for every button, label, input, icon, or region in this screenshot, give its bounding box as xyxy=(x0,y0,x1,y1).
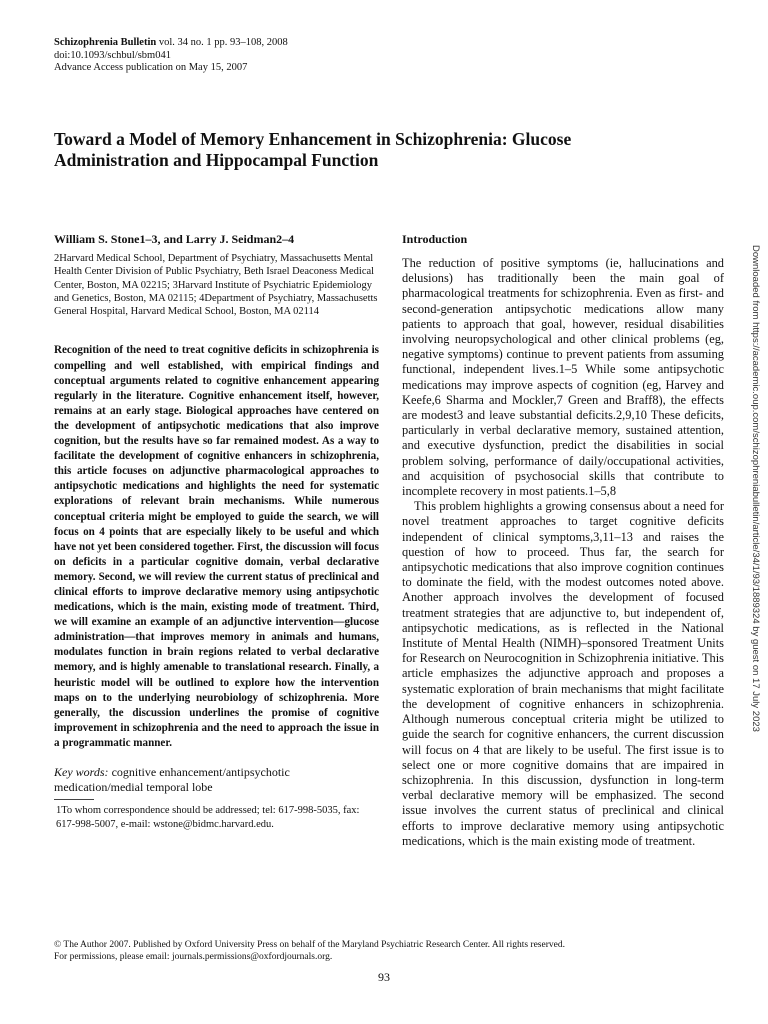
journal-header xyxy=(54,37,288,75)
keywords-text: cognitive enhancement/antipsychotic medication/medial temporal lobe xyxy=(54,765,290,795)
abstract: Recognition of the need to treat cognitive deficits in schizophrenia is compelling and well established, with empirical findings and conceptual arguments related to cognitive enhancement appearing regularly in the literature. Cognitive enhancement itself, however, remains at an early stage. Biological approaches have centered on the development of antipsychotic medications that also improve cognition, but the results have so far remained modest. As a way to facilitate the development of cognitive enhancers in schizophrenia, this article focuses on adjunctive pharmacological approaches to antipsychotic medications and highlights the need for systematic explorations of relevant brain mechanisms. While numerous conceptual criteria might be employed to guide the search, we will focus on 4 points that are especially likely to be useful and which have not yet been considered together. First, the discussion will focus on deficits in a particular cognitive domain, verbal declarative memory. Second, we will review the current status of preclinical and clinical efforts to improve declarative memory using antipsychotic medications, which is the main, existing mode of treatment. Third, we will examine an example of an adjunctive intervention—glucose administration—that improves memory in animals and humans, modulates function in brain regions related to verbal declarative memory, and is highly amenable to translational research. Finally, a heuristic model will be outlined to explore how the intervention maps on to the underlying neurobiology of schizophrenia. More generally, the discussion underlines the promise of cognitive improvement in schizophrenia and the need to approach the issue in a programmatic manner. xyxy=(54,344,379,749)
download-watermark-text: Downloaded from https://academic.oup.com/schizophreniabulletin/article/34/1/93/1889324 by guest on 17 July 2023 xyxy=(750,245,761,732)
footnote-rule xyxy=(54,799,94,800)
keywords xyxy=(54,765,379,795)
affiliations: 2Harvard Medical School, Department of Psychiatry, Massachusetts Mental Health Center Division of Public Psychiatry, Beth Israel Deaconess Medical Center, Boston, MA 02215; 3Harvard Institute of Psychiatric Epidemiology and Genetics, Boston, MA 02115; 4Department of Psychiatry, Massachusetts General Hospital, Harvard Medical School, Boston, MA 02114 xyxy=(54,253,378,318)
journal-citation xyxy=(54,37,288,50)
right-column xyxy=(402,232,724,849)
authors: William S. Stone1–3, and Larry J. Seidman2–4 xyxy=(54,232,295,246)
page-number: 93 xyxy=(378,970,390,984)
journal-detail: vol. 34 no. 1 pp. 93–108, 2008 xyxy=(156,37,288,48)
advance-access-note: Advance Access publication on May 15, 2007 xyxy=(54,62,248,73)
article-title: Toward a Model of Memory Enhancement in Schizophrenia: Glucose Administration and Hippocampal Function xyxy=(54,129,572,170)
intro-paragraph-2: This problem highlights a growing consensus about a need for novel treatment approaches to target cognitive deficits independent of clinical symptoms,3,11–13 and raises the question of how to proceed. Thus far, the search for antipsychotic medications that also improve cognition continues to dominate the field, with the modest outcomes noted above. Another approach involves the development of focused treatment strategies that are adjunctive to, but independent of, antipsychotic medications, as is reflected in the National Institute of Mental Health (NIMH)–sponsored Treatment Units for Research on Neurocognition in Schizophrenia initiative. This article emphasizes the adjunctive approach and proposes a systematic exploration of brain mechanisms that might facilitate the development of cognitive enhancers in schizophrenia. Although numerous conceptual criteria might be utilized to guide the search for cognitive enhancers, the current discussion will focus on 4 that are likely to be useful. The first issue is to select one or more cognitive domains that are impaired in schizophrenia. In this discussion, dysfunction in long-term verbal declarative memory will be emphasized. The second issue involves the current status of preclinical and clinical efforts to improve declarative memory using antipsychotic medications, which is the main existing mode of treatment. xyxy=(402,499,724,848)
page-footer xyxy=(54,939,565,963)
correspondence-footnote: 1To whom correspondence should be addressed; tel: 617-998-5035, fax: 617-998-5007, e-mail: wstone@bidmc.harvard.edu. xyxy=(56,805,360,830)
section-heading-introduction: Introduction xyxy=(402,232,468,246)
copyright-notice: © The Author 2007. Published by Oxford University Press on behalf of the Maryland Psychiatric Research Center. All rights reserved. xyxy=(54,940,565,950)
left-column xyxy=(54,232,379,831)
permissions-notice: For permissions, please email: journals.permissions@oxfordjournals.org. xyxy=(54,952,333,962)
download-watermark xyxy=(750,245,761,965)
keywords-label: Key words: xyxy=(54,765,109,780)
doi[interactable]: doi:10.1093/schbul/sbm041 xyxy=(54,49,171,61)
intro-paragraph-1: The reduction of positive symptoms (ie, hallucinations and delusions) has traditionally been the main goal of pharmacological treatments for schizophrenia. Even as first- and second-generation antipsychotic medications allow many patients to approach that goal, however, residual disabilities involving neuropsychological and other clinical problems (eg, negative symptoms) continue to prevent patients from assuming functional, independent lives.1–5 While some antipsychotic medications may improve aspects of cognition (eg, Harvey and Keefe,6 Sharma and Mockler,7 Green and Braff8), the effects are modest3 and leave substantial deficits.2,9,10 These deficits, particularly in verbal declarative memory, sustained attention, and executive dysfunction, predict the disabilities in social problem solving, performance of daily/occupational activities, and acquisition of psychosocial skills that contribute to incomplete recovery in most patients.1–5,8 xyxy=(402,256,724,499)
journal-name: Schizophrenia Bulletin xyxy=(54,37,157,48)
